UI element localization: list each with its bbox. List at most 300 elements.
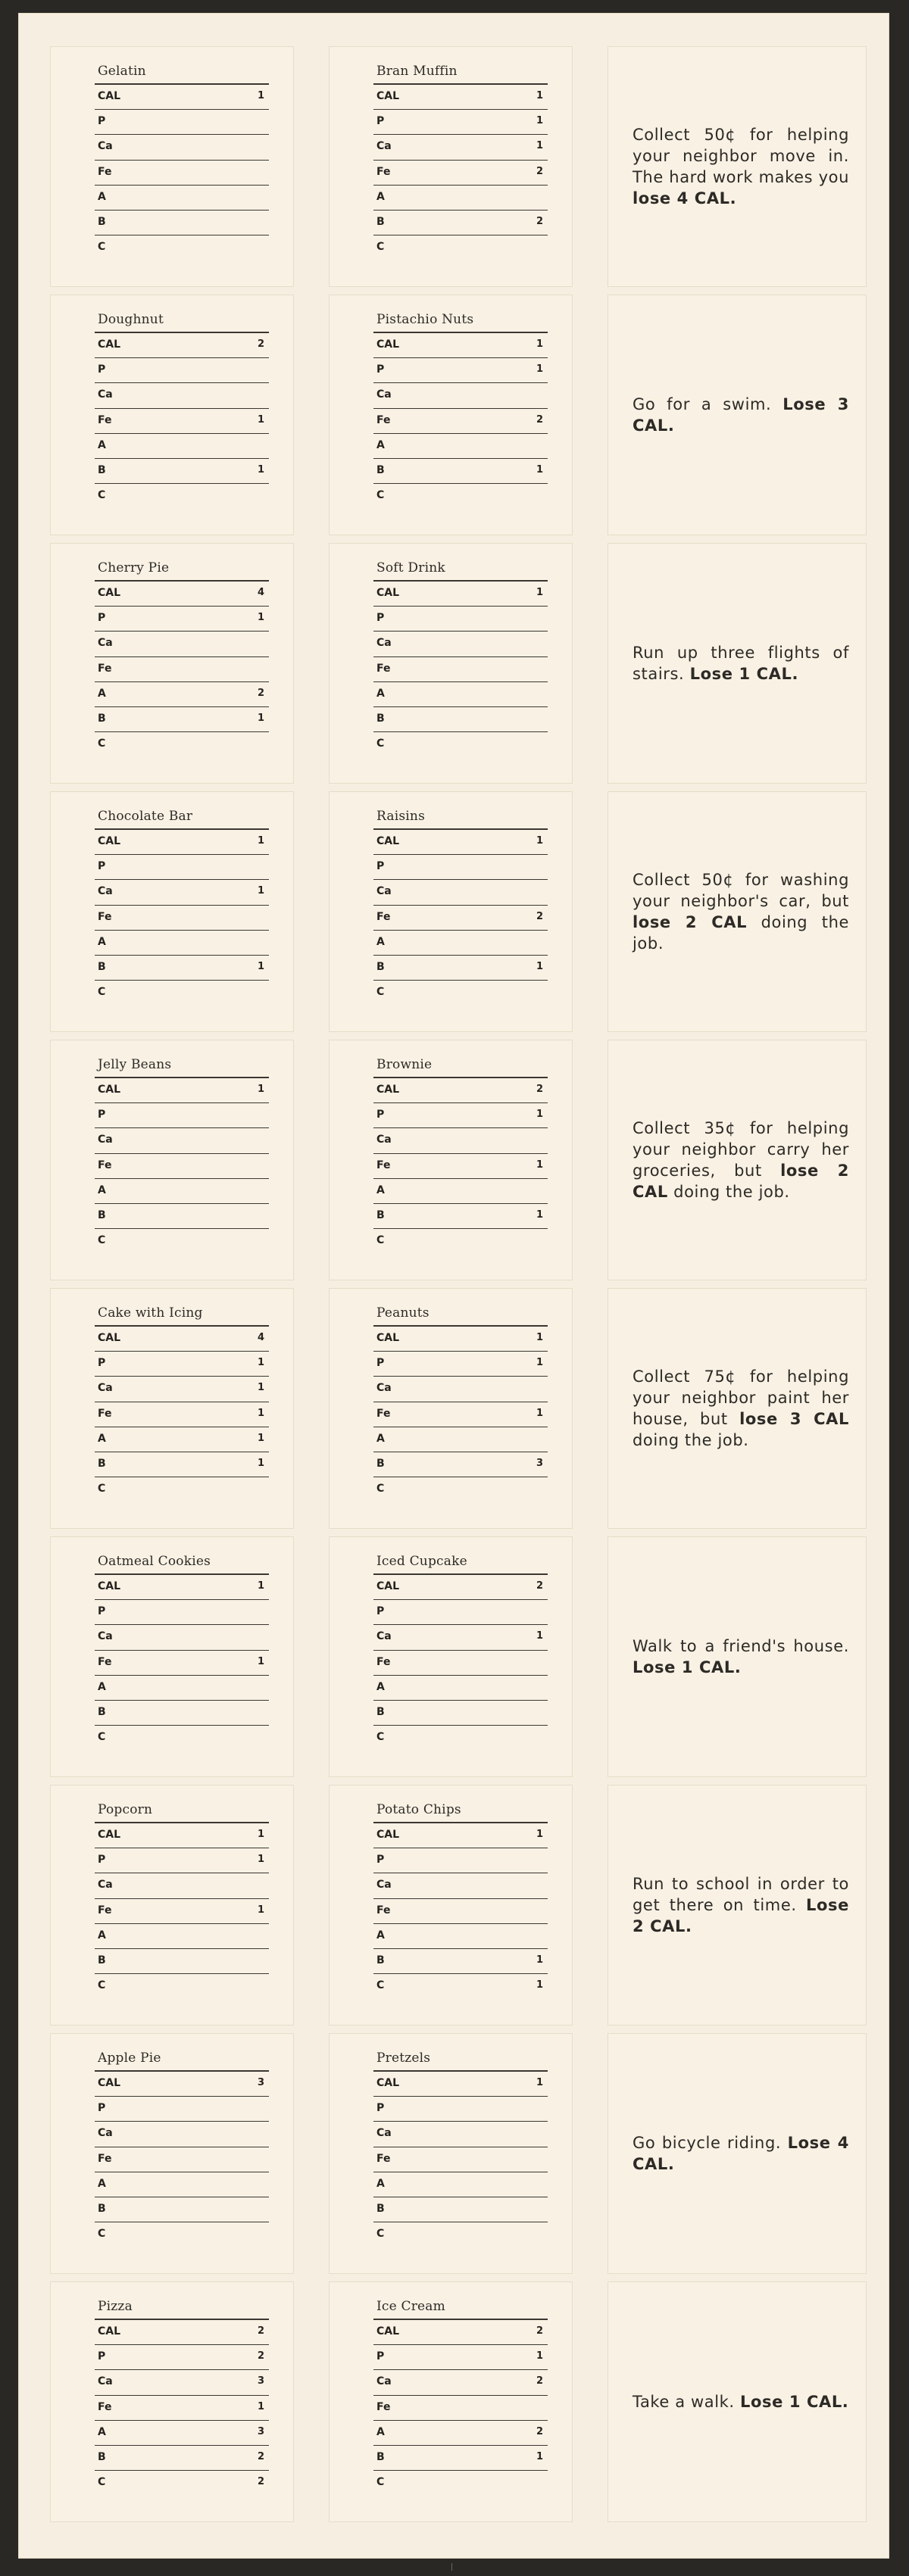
nutrient-row-ca bbox=[95, 880, 269, 905]
card-row bbox=[18, 1034, 889, 1282]
nutrient-label: C bbox=[376, 489, 385, 502]
nutrient-row-fe bbox=[95, 2396, 269, 2421]
food-card-bran-muffin bbox=[329, 46, 573, 287]
nutrient-row-b bbox=[373, 2197, 548, 2222]
nutrient-label: B bbox=[98, 2202, 106, 2215]
nutrient-row-b bbox=[95, 1949, 269, 1974]
nutrient-row-p bbox=[95, 1103, 269, 1128]
nutrient-table bbox=[373, 1573, 548, 1751]
nutrient-value: 1 bbox=[536, 1407, 543, 1419]
activity-card bbox=[608, 791, 867, 1032]
nutrient-label: Ca bbox=[98, 140, 113, 153]
nutrient-label: CAL bbox=[376, 1829, 400, 1841]
nutrient-value: 1 bbox=[536, 1954, 543, 1966]
nutrient-row-fe bbox=[95, 1154, 269, 1179]
nutrient-label: A bbox=[376, 1184, 385, 1196]
nutrient-row-a bbox=[373, 1427, 548, 1452]
food-name: Gelatin bbox=[98, 64, 146, 79]
nutrient-table bbox=[373, 2070, 548, 2247]
nutrient-label: A bbox=[98, 2177, 106, 2190]
nutrient-row-p bbox=[373, 2345, 548, 2370]
activity-text bbox=[633, 2282, 849, 2521]
nutrient-label: C bbox=[376, 2476, 385, 2489]
activity-text bbox=[633, 544, 849, 783]
activity-card bbox=[608, 1288, 867, 1529]
nutrient-value: 1 bbox=[536, 115, 543, 127]
nutrient-value: 1 bbox=[257, 1854, 264, 1866]
food-name: Ice Cream bbox=[376, 2299, 445, 2314]
nutrient-table bbox=[95, 828, 269, 1006]
nutrient-value: 1 bbox=[536, 1208, 543, 1221]
food-card-apple-pie bbox=[50, 2033, 294, 2274]
nutrient-row-c bbox=[373, 981, 548, 1006]
nutrient-row-b bbox=[95, 1452, 269, 1477]
nutrient-table bbox=[373, 2319, 548, 2496]
nutrient-row-cal bbox=[95, 582, 269, 607]
nutrient-label: C bbox=[376, 986, 385, 999]
nutrient-label: Fe bbox=[98, 910, 112, 923]
nutrient-row-b bbox=[373, 707, 548, 732]
activity-sentence bbox=[633, 642, 849, 685]
nutrient-row-b bbox=[373, 1204, 548, 1229]
nutrient-row-c bbox=[95, 2222, 269, 2247]
card-row bbox=[18, 40, 889, 288]
nutrient-label: A bbox=[98, 935, 106, 948]
nutrient-value: 1 bbox=[536, 835, 543, 847]
nutrient-row-c bbox=[373, 2471, 548, 2496]
activity-sentence bbox=[633, 394, 849, 436]
nutrient-value: 2 bbox=[257, 2325, 264, 2337]
nutrient-value: 1 bbox=[536, 2077, 543, 2088]
activity-text-plain: Collect 75¢ for helping your neighbor paint her house, but bbox=[633, 1368, 849, 1428]
nutrient-label: CAL bbox=[98, 2077, 121, 2089]
nutrient-label: CAL bbox=[376, 2077, 400, 2089]
activity-calorie-change: Lose 1 CAL. bbox=[633, 1658, 742, 1676]
nutrient-label: Fe bbox=[376, 1904, 391, 1916]
nutrient-label: P bbox=[98, 1854, 106, 1867]
nutrient-label: B bbox=[376, 2202, 385, 2215]
nutrient-label: CAL bbox=[376, 1332, 400, 1344]
food-name: Popcorn bbox=[98, 1802, 153, 1817]
nutrient-label: B bbox=[376, 960, 385, 973]
nutrient-label: B bbox=[376, 1705, 385, 1718]
nutrient-value: 1 bbox=[536, 1630, 543, 1642]
food-name: Peanuts bbox=[376, 1305, 430, 1321]
nutrient-row-b bbox=[373, 1701, 548, 1726]
nutrient-label: P bbox=[98, 2102, 106, 2115]
nutrient-label: Fe bbox=[376, 2152, 391, 2165]
nutrient-row-c bbox=[373, 2222, 548, 2247]
nutrient-value: 2 bbox=[536, 1084, 543, 1095]
activity-card bbox=[608, 1040, 867, 1280]
nutrient-value: 2 bbox=[536, 2375, 543, 2387]
nutrient-row-p bbox=[373, 855, 548, 880]
nutrient-label: C bbox=[98, 986, 106, 999]
nutrient-row-ca bbox=[95, 1377, 269, 1402]
nutrient-label: CAL bbox=[98, 2325, 121, 2337]
nutrient-label: CAL bbox=[376, 1084, 400, 1096]
nutrient-label: C bbox=[376, 1731, 385, 1744]
nutrient-label: B bbox=[98, 960, 106, 973]
nutrient-label: CAL bbox=[98, 835, 121, 847]
nutrient-row-ca bbox=[95, 2122, 269, 2147]
nutrient-label: Fe bbox=[98, 413, 112, 426]
nutrient-label: B bbox=[98, 1705, 106, 1718]
nutrient-label: Fe bbox=[376, 1655, 391, 1668]
nutrient-row-a bbox=[373, 186, 548, 211]
food-card-pretzels bbox=[329, 2033, 573, 2274]
nutrient-label: B bbox=[376, 215, 385, 228]
nutrient-label: Fe bbox=[376, 1407, 391, 1420]
activity-sentence bbox=[633, 2391, 848, 2412]
nutrient-label: P bbox=[376, 1605, 385, 1618]
nutrient-label: C bbox=[98, 489, 106, 502]
nutrient-label: A bbox=[98, 687, 106, 700]
nutrient-label: P bbox=[376, 2350, 385, 2363]
nutrient-row-b bbox=[373, 459, 548, 484]
activity-card bbox=[608, 46, 867, 287]
activity-text-plain: Go bicycle riding. bbox=[633, 2134, 788, 2152]
nutrient-row-ca bbox=[373, 632, 548, 656]
food-card-chocolate-bar bbox=[50, 791, 294, 1032]
nutrient-value: 1 bbox=[257, 1655, 264, 1667]
nutrient-row-p bbox=[373, 110, 548, 135]
nutrient-row-p bbox=[373, 2097, 548, 2122]
nutrient-label: CAL bbox=[376, 1580, 400, 1592]
nutrient-row-fe bbox=[373, 409, 548, 434]
activity-sentence bbox=[633, 1873, 849, 1937]
nutrient-row-c bbox=[373, 1726, 548, 1751]
nutrient-value: 1 bbox=[536, 2350, 543, 2362]
nutrient-table bbox=[373, 828, 548, 1006]
nutrient-label: P bbox=[98, 1357, 106, 1370]
nutrient-value: 2 bbox=[536, 165, 543, 177]
nutrient-row-cal bbox=[373, 1327, 548, 1352]
nutrient-row-a bbox=[95, 1179, 269, 1204]
nutrient-label: C bbox=[376, 738, 385, 750]
nutrient-label: CAL bbox=[98, 1829, 121, 1841]
nutrient-row-b bbox=[95, 1204, 269, 1229]
card-row bbox=[18, 2027, 889, 2275]
nutrient-table bbox=[95, 1573, 269, 1751]
nutrient-label: B bbox=[98, 2450, 106, 2463]
nutrient-label: A bbox=[98, 2425, 106, 2438]
nutrient-value: 2 bbox=[536, 910, 543, 922]
nutrient-label: P bbox=[376, 860, 385, 873]
nutrient-row-p bbox=[95, 358, 269, 383]
nutrient-row-b bbox=[95, 211, 269, 235]
nutrient-row-c bbox=[373, 1229, 548, 1254]
nutrient-value: 1 bbox=[257, 835, 264, 847]
nutrient-row-a bbox=[373, 2172, 548, 2197]
nutrient-row-ca bbox=[373, 383, 548, 408]
nutrient-label: Fe bbox=[376, 413, 391, 426]
card-row bbox=[18, 785, 889, 1034]
nutrient-row-ca bbox=[95, 632, 269, 656]
nutrient-row-ca bbox=[95, 1625, 269, 1650]
food-name: Cherry Pie bbox=[98, 560, 170, 575]
food-name: Bran Muffin bbox=[376, 64, 458, 79]
nutrient-row-ca bbox=[373, 135, 548, 160]
nutrient-value: 2 bbox=[257, 338, 264, 350]
nutrient-row-a bbox=[373, 2421, 548, 2446]
food-name: Jelly Beans bbox=[98, 1057, 172, 1072]
nutrient-row-p bbox=[95, 2097, 269, 2122]
nutrient-label: Fe bbox=[98, 1407, 112, 1420]
nutrient-value: 3 bbox=[536, 1457, 543, 1469]
activity-text bbox=[633, 792, 849, 1031]
food-name: Cake with Icing bbox=[98, 1305, 203, 1321]
nutrient-row-a bbox=[373, 434, 548, 459]
nutrient-row-p bbox=[95, 1848, 269, 1873]
nutrient-value: 3 bbox=[257, 2425, 264, 2437]
nutrient-value: 1 bbox=[257, 1084, 264, 1095]
nutrient-label: CAL bbox=[98, 587, 121, 599]
food-card-cake-with-icing bbox=[50, 1288, 294, 1529]
nutrient-label: Ca bbox=[376, 2375, 392, 2388]
food-card-gelatin bbox=[50, 46, 294, 287]
activity-text bbox=[633, 295, 849, 535]
nutrient-row-cal bbox=[95, 85, 269, 110]
nutrient-row-p bbox=[95, 110, 269, 135]
nutrient-value: 2 bbox=[536, 413, 543, 426]
nutrient-row-p bbox=[95, 607, 269, 632]
nutrient-value: 1 bbox=[257, 90, 264, 101]
nutrient-label: P bbox=[98, 363, 106, 376]
nutrient-value: 1 bbox=[536, 140, 543, 152]
nutrient-label: Fe bbox=[98, 2152, 112, 2165]
nutrient-row-c bbox=[95, 1974, 269, 1999]
nutrient-label: B bbox=[376, 463, 385, 476]
nutrient-label: B bbox=[376, 1457, 385, 1470]
food-card-ice-cream bbox=[329, 2281, 573, 2522]
nutrient-value: 1 bbox=[257, 1407, 264, 1419]
nutrient-row-a bbox=[373, 1179, 548, 1204]
nutrient-value: 1 bbox=[257, 1580, 264, 1592]
activity-sentence bbox=[633, 2132, 849, 2175]
nutrient-value: 1 bbox=[536, 463, 543, 476]
nutrient-row-cal bbox=[95, 830, 269, 855]
nutrient-label: B bbox=[98, 215, 106, 228]
nutrient-label: Ca bbox=[376, 1382, 392, 1395]
nutrient-label: A bbox=[98, 1929, 106, 1941]
card-row bbox=[18, 1779, 889, 2027]
nutrient-label: A bbox=[376, 2177, 385, 2190]
nutrient-row-b bbox=[95, 956, 269, 981]
nutrient-label: P bbox=[376, 2102, 385, 2115]
nutrient-label: A bbox=[98, 1184, 106, 1196]
nutrient-label: Ca bbox=[376, 2127, 392, 2140]
nutrient-label: C bbox=[98, 2228, 106, 2241]
activity-text bbox=[633, 1785, 849, 2025]
nutrient-label: P bbox=[376, 363, 385, 376]
nutrient-value: 1 bbox=[257, 1432, 264, 1444]
activity-calorie-change: lose 2 CAL bbox=[633, 1162, 850, 1201]
nutrient-value: 1 bbox=[257, 463, 264, 476]
nutrient-value: 1 bbox=[536, 1829, 543, 1840]
nutrient-value: 2 bbox=[536, 2325, 543, 2337]
activity-card bbox=[608, 1536, 867, 1777]
food-name: Apple Pie bbox=[98, 2051, 161, 2066]
nutrient-value: 2 bbox=[536, 1580, 543, 1592]
nutrient-label: A bbox=[376, 1680, 385, 1693]
nutrient-value: 4 bbox=[257, 1332, 264, 1343]
activity-text bbox=[633, 2034, 849, 2273]
nutrient-value: 1 bbox=[536, 587, 543, 598]
nutrient-label: B bbox=[98, 712, 106, 725]
nutrient-row-ca bbox=[95, 1128, 269, 1153]
nutrient-row-ca bbox=[373, 1377, 548, 1402]
nutrient-row-p bbox=[373, 607, 548, 632]
nutrient-value: 3 bbox=[257, 2375, 264, 2387]
nutrient-label: C bbox=[98, 738, 106, 750]
nutrient-row-fe bbox=[95, 161, 269, 186]
nutrient-label: Fe bbox=[98, 1159, 112, 1171]
nutrient-row-a bbox=[95, 1676, 269, 1701]
nutrient-row-cal bbox=[373, 1823, 548, 1848]
nutrient-row-p bbox=[95, 1352, 269, 1377]
food-card-potato-chips bbox=[329, 1785, 573, 2026]
nutrient-label: C bbox=[98, 1483, 106, 1495]
nutrient-row-ca bbox=[373, 2122, 548, 2147]
nutrient-row-cal bbox=[373, 2320, 548, 2345]
nutrient-value: 4 bbox=[257, 587, 264, 598]
nutrient-row-cal bbox=[373, 582, 548, 607]
nutrient-row-p bbox=[95, 855, 269, 880]
crop-mark bbox=[451, 2563, 460, 2571]
nutrient-label: Ca bbox=[376, 140, 392, 153]
food-card-brownie bbox=[329, 1040, 573, 1280]
nutrient-label: C bbox=[376, 241, 385, 254]
nutrient-table bbox=[95, 580, 269, 757]
nutrient-row-ca bbox=[95, 2370, 269, 2395]
nutrient-row-p bbox=[95, 1600, 269, 1625]
nutrient-row-cal bbox=[373, 830, 548, 855]
activity-text-plain: Collect 50¢ for washing your neighbor's car, but bbox=[633, 871, 849, 910]
nutrient-label: C bbox=[376, 1979, 385, 1992]
activity-calorie-change: Lose 3 CAL. bbox=[633, 395, 849, 435]
nutrient-label: P bbox=[98, 115, 106, 128]
activity-text-plain: Collect 50¢ for helping your neighbor move in. The hard work makes you bbox=[633, 126, 849, 186]
nutrient-row-b bbox=[373, 2446, 548, 2471]
nutrient-row-fe bbox=[373, 657, 548, 682]
nutrient-row-b bbox=[95, 2197, 269, 2222]
nutrient-row-ca bbox=[373, 1128, 548, 1153]
nutrient-value: 1 bbox=[536, 90, 543, 101]
card-row bbox=[18, 537, 889, 785]
nutrient-label: Fe bbox=[376, 662, 391, 675]
card-row bbox=[18, 2275, 889, 2524]
nutrient-label: CAL bbox=[376, 2325, 400, 2337]
nutrient-label: A bbox=[376, 190, 385, 203]
food-name: Pizza bbox=[98, 2299, 133, 2314]
nutrient-label: P bbox=[376, 612, 385, 625]
nutrient-table bbox=[95, 332, 269, 509]
activity-calorie-change: Lose 1 CAL. bbox=[739, 2393, 849, 2411]
nutrient-label: A bbox=[98, 1680, 106, 1693]
nutrient-label: Ca bbox=[98, 2127, 113, 2140]
food-card-oatmeal-cookies bbox=[50, 1536, 294, 1777]
nutrient-label: P bbox=[98, 1109, 106, 1121]
nutrient-row-a bbox=[95, 434, 269, 459]
nutrient-label: Fe bbox=[98, 662, 112, 675]
food-name: Iced Cupcake bbox=[376, 1554, 467, 1569]
nutrient-row-ca bbox=[373, 2370, 548, 2395]
activity-sentence bbox=[633, 869, 849, 954]
nutrient-row-c bbox=[373, 1477, 548, 1502]
food-card-pizza bbox=[50, 2281, 294, 2522]
nutrient-label: CAL bbox=[376, 90, 400, 102]
nutrient-label: Fe bbox=[98, 2400, 112, 2413]
nutrient-row-ca bbox=[95, 1873, 269, 1898]
nutrient-value: 1 bbox=[257, 885, 264, 897]
nutrient-label: C bbox=[98, 2476, 106, 2489]
nutrient-value: 1 bbox=[257, 2400, 264, 2412]
nutrient-row-fe bbox=[373, 906, 548, 931]
nutrient-table bbox=[95, 1822, 269, 1999]
nutrient-row-fe bbox=[373, 1651, 548, 1676]
nutrient-value: 1 bbox=[257, 712, 264, 724]
nutrient-value: 2 bbox=[536, 215, 543, 227]
food-card-cherry-pie bbox=[50, 543, 294, 784]
activity-card bbox=[608, 2033, 867, 2274]
nutrient-table bbox=[95, 1077, 269, 1254]
food-name: Brownie bbox=[376, 1057, 433, 1072]
nutrient-row-a bbox=[95, 186, 269, 211]
nutrient-label: P bbox=[376, 1854, 385, 1867]
nutrient-row-p bbox=[373, 358, 548, 383]
nutrient-value: 1 bbox=[536, 1979, 543, 1991]
nutrient-row-fe bbox=[373, 2147, 548, 2172]
nutrient-row-c bbox=[373, 732, 548, 757]
nutrient-row-a bbox=[373, 682, 548, 707]
nutrient-row-a bbox=[95, 1427, 269, 1452]
activity-calorie-change: Lose 4 CAL. bbox=[633, 2134, 849, 2173]
nutrient-table bbox=[95, 1325, 269, 1502]
nutrient-row-p bbox=[95, 2345, 269, 2370]
card-row bbox=[18, 1282, 889, 1530]
nutrient-row-p bbox=[373, 1103, 548, 1128]
nutrient-row-c bbox=[95, 484, 269, 509]
nutrient-label: A bbox=[376, 687, 385, 700]
nutrient-row-fe bbox=[95, 1402, 269, 1427]
nutrient-label: Ca bbox=[376, 637, 392, 650]
nutrient-table bbox=[373, 83, 548, 260]
nutrient-label: A bbox=[98, 438, 106, 451]
nutrient-label: CAL bbox=[98, 1084, 121, 1096]
nutrient-row-cal bbox=[95, 1078, 269, 1103]
nutrient-row-c bbox=[95, 2471, 269, 2496]
nutrient-value: 2 bbox=[257, 2350, 264, 2362]
nutrient-label: P bbox=[376, 1109, 385, 1121]
nutrient-row-cal bbox=[373, 1575, 548, 1600]
activity-text bbox=[633, 1289, 849, 1528]
nutrient-row-c bbox=[95, 1229, 269, 1254]
food-card-doughnut bbox=[50, 295, 294, 535]
nutrient-row-cal bbox=[95, 2320, 269, 2345]
nutrient-row-a bbox=[373, 931, 548, 956]
nutrient-label: P bbox=[98, 2350, 106, 2363]
nutrient-label: Fe bbox=[376, 165, 391, 178]
food-card-jelly-beans bbox=[50, 1040, 294, 1280]
nutrient-row-b bbox=[373, 1452, 548, 1477]
nutrient-row-c bbox=[373, 1974, 548, 1999]
activity-sentence bbox=[633, 1118, 849, 1202]
nutrient-label: A bbox=[376, 1929, 385, 1941]
nutrient-row-cal bbox=[95, 2072, 269, 2097]
nutrient-row-b bbox=[95, 2446, 269, 2471]
activity-text-tail: doing the job. bbox=[633, 1431, 749, 1449]
